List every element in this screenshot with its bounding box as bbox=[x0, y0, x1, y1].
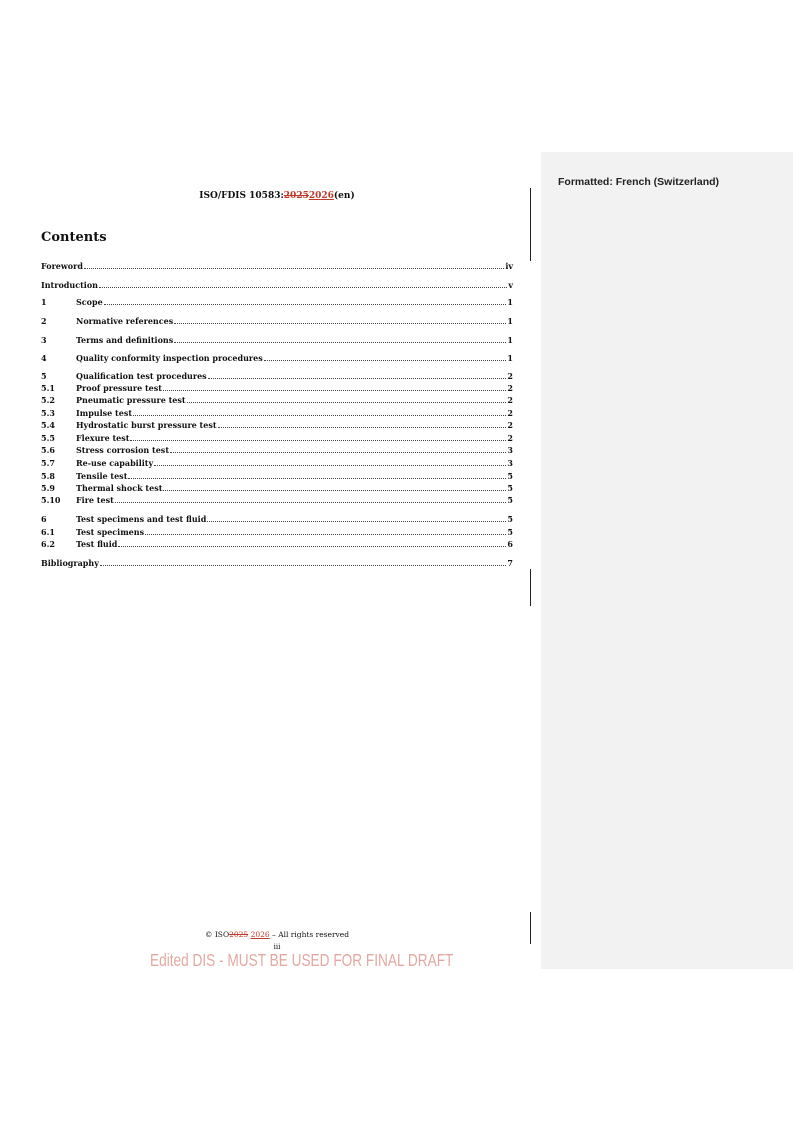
toc-title: Foreword bbox=[41, 261, 83, 271]
change-bar bbox=[530, 912, 531, 944]
toc-title: Bibliography bbox=[41, 558, 99, 568]
toc-entry[interactable] bbox=[41, 420, 513, 431]
toc-leader bbox=[118, 545, 506, 547]
toc-number: 5.4 bbox=[41, 420, 55, 430]
toc-entry[interactable] bbox=[41, 383, 513, 394]
footer-prefix: © ISO bbox=[204, 930, 230, 939]
toc-title: Hydrostatic burst pressure test bbox=[76, 420, 217, 430]
toc-entry[interactable] bbox=[41, 539, 513, 550]
page-number: iii bbox=[273, 943, 281, 951]
toc-number: 1 bbox=[41, 297, 47, 307]
toc-title: Scope bbox=[76, 297, 103, 307]
toc-page: 2 bbox=[507, 383, 513, 393]
header-prefix: ISO/FDIS 10583: bbox=[199, 191, 284, 201]
toc-entry[interactable] bbox=[41, 408, 513, 419]
toc-entry[interactable] bbox=[41, 433, 513, 444]
toc-leader bbox=[174, 322, 506, 324]
toc-leader bbox=[170, 451, 506, 453]
toc-title: Tensile test bbox=[76, 471, 128, 481]
toc-entry[interactable] bbox=[41, 514, 513, 525]
deleted-year: 2025 bbox=[283, 191, 309, 201]
toc-title: Impulse test bbox=[76, 408, 133, 418]
toc-title: Terms and definitions bbox=[76, 335, 174, 345]
toc-number: 5.9 bbox=[41, 483, 55, 493]
toc-entry[interactable] bbox=[41, 458, 513, 469]
toc-page: 3 bbox=[507, 445, 513, 455]
draft-watermark: Edited DIS - MUST BE USED FOR FINAL DRAFT bbox=[150, 950, 454, 970]
toc-title: Qualification test procedures bbox=[76, 371, 207, 381]
toc-leader bbox=[174, 341, 506, 343]
toc-entry[interactable] bbox=[41, 261, 513, 272]
toc-leader bbox=[208, 377, 507, 379]
toc-page: 2 bbox=[507, 408, 513, 418]
toc-title: Pneumatic pressure test bbox=[76, 395, 186, 405]
toc-leader bbox=[163, 489, 506, 491]
toc-page: 5 bbox=[507, 527, 513, 537]
toc-page: 1 bbox=[507, 297, 513, 307]
header-suffix: (en) bbox=[333, 191, 355, 201]
toc-number: 6.2 bbox=[41, 539, 55, 549]
toc-page: 5 bbox=[507, 483, 513, 493]
toc-entry[interactable] bbox=[41, 353, 513, 364]
toc-number: 5.7 bbox=[41, 458, 55, 468]
toc-leader bbox=[163, 389, 506, 391]
toc-page: 5 bbox=[507, 495, 513, 505]
toc-number: 5 bbox=[41, 371, 47, 381]
toc-leader bbox=[133, 414, 506, 416]
toc-page: 2 bbox=[507, 371, 513, 381]
toc-number: 4 bbox=[41, 353, 47, 363]
toc-page: 1 bbox=[507, 316, 513, 326]
toc-page: 5 bbox=[507, 514, 513, 524]
toc-leader bbox=[100, 564, 507, 566]
toc-entry[interactable] bbox=[41, 316, 513, 327]
toc-title: Thermal shock test bbox=[76, 483, 163, 493]
toc-entry[interactable] bbox=[41, 471, 513, 482]
toc-title: Proof pressure test bbox=[76, 383, 162, 393]
footer-deleted-year: 2025 bbox=[229, 930, 249, 939]
toc-number: 5.3 bbox=[41, 408, 55, 418]
toc-number: 5.6 bbox=[41, 445, 55, 455]
toc-leader bbox=[145, 533, 506, 535]
toc-number: 6.1 bbox=[41, 527, 55, 537]
toc-page: 1 bbox=[507, 335, 513, 345]
toc-page: 2 bbox=[507, 433, 513, 443]
toc-entry[interactable] bbox=[41, 395, 513, 406]
toc-entry[interactable] bbox=[41, 297, 513, 308]
toc-leader bbox=[187, 401, 507, 403]
footer-suffix: – All rights reserved bbox=[269, 930, 350, 939]
toc-entry[interactable] bbox=[41, 280, 513, 291]
toc-title: Introduction bbox=[41, 280, 98, 290]
toc-number: 5.5 bbox=[41, 433, 55, 443]
toc-page: 6 bbox=[507, 539, 513, 549]
toc-title: Test specimens and test fluid bbox=[76, 514, 207, 524]
toc-page: 3 bbox=[507, 458, 513, 468]
toc-entry[interactable] bbox=[41, 558, 513, 569]
toc-title: Normative references bbox=[76, 316, 174, 326]
toc-title: Test specimens bbox=[76, 527, 145, 537]
toc-page: 7 bbox=[507, 558, 513, 568]
copyright-footer bbox=[41, 930, 513, 939]
toc-title: Re-use capability bbox=[76, 458, 154, 468]
toc-entry[interactable] bbox=[41, 371, 513, 382]
toc-entry[interactable] bbox=[41, 483, 513, 494]
toc-leader bbox=[218, 426, 507, 428]
toc-page: v bbox=[508, 280, 513, 290]
toc-page: 2 bbox=[507, 420, 513, 430]
toc-page: 2 bbox=[507, 395, 513, 405]
toc-entry[interactable] bbox=[41, 495, 513, 506]
toc-title: Quality conformity inspection procedures bbox=[76, 353, 263, 363]
toc-leader bbox=[115, 501, 507, 503]
comment-label: Formatted: French (Switzerland) bbox=[558, 176, 720, 188]
toc-title: Fire test bbox=[76, 495, 114, 505]
toc-leader bbox=[154, 464, 506, 466]
change-bar bbox=[530, 569, 531, 606]
toc-leader bbox=[128, 477, 506, 479]
toc-number: 2 bbox=[41, 316, 47, 326]
toc-title: Test fluid bbox=[76, 539, 118, 549]
toc-entry[interactable] bbox=[41, 445, 513, 456]
toc-page: iv bbox=[505, 261, 513, 271]
toc-leader bbox=[99, 286, 507, 288]
toc-page: 5 bbox=[507, 471, 513, 481]
inserted-year: 2026 bbox=[308, 191, 334, 201]
toc-number: 5.10 bbox=[41, 495, 61, 505]
toc-title: Stress corrosion test bbox=[76, 445, 170, 455]
toc-number: 5.1 bbox=[41, 383, 55, 393]
toc-number: 6 bbox=[41, 514, 47, 524]
toc-leader bbox=[207, 520, 506, 522]
toc-title: Flexure test bbox=[76, 433, 130, 443]
toc-leader bbox=[130, 439, 506, 441]
toc-page: 1 bbox=[507, 353, 513, 363]
toc-leader bbox=[84, 267, 504, 269]
toc-leader bbox=[104, 303, 507, 305]
toc-number: 5.2 bbox=[41, 395, 55, 405]
change-bar bbox=[530, 188, 531, 261]
toc-entry[interactable] bbox=[41, 527, 513, 538]
comment-pane bbox=[541, 152, 793, 969]
toc-number: 3 bbox=[41, 335, 47, 345]
page-title: Contents bbox=[41, 230, 107, 245]
toc-leader bbox=[264, 359, 507, 361]
toc-number: 5.8 bbox=[41, 471, 55, 481]
footer-inserted-year: 2026 bbox=[250, 930, 270, 939]
document-header bbox=[41, 191, 513, 201]
toc-entry[interactable] bbox=[41, 335, 513, 346]
